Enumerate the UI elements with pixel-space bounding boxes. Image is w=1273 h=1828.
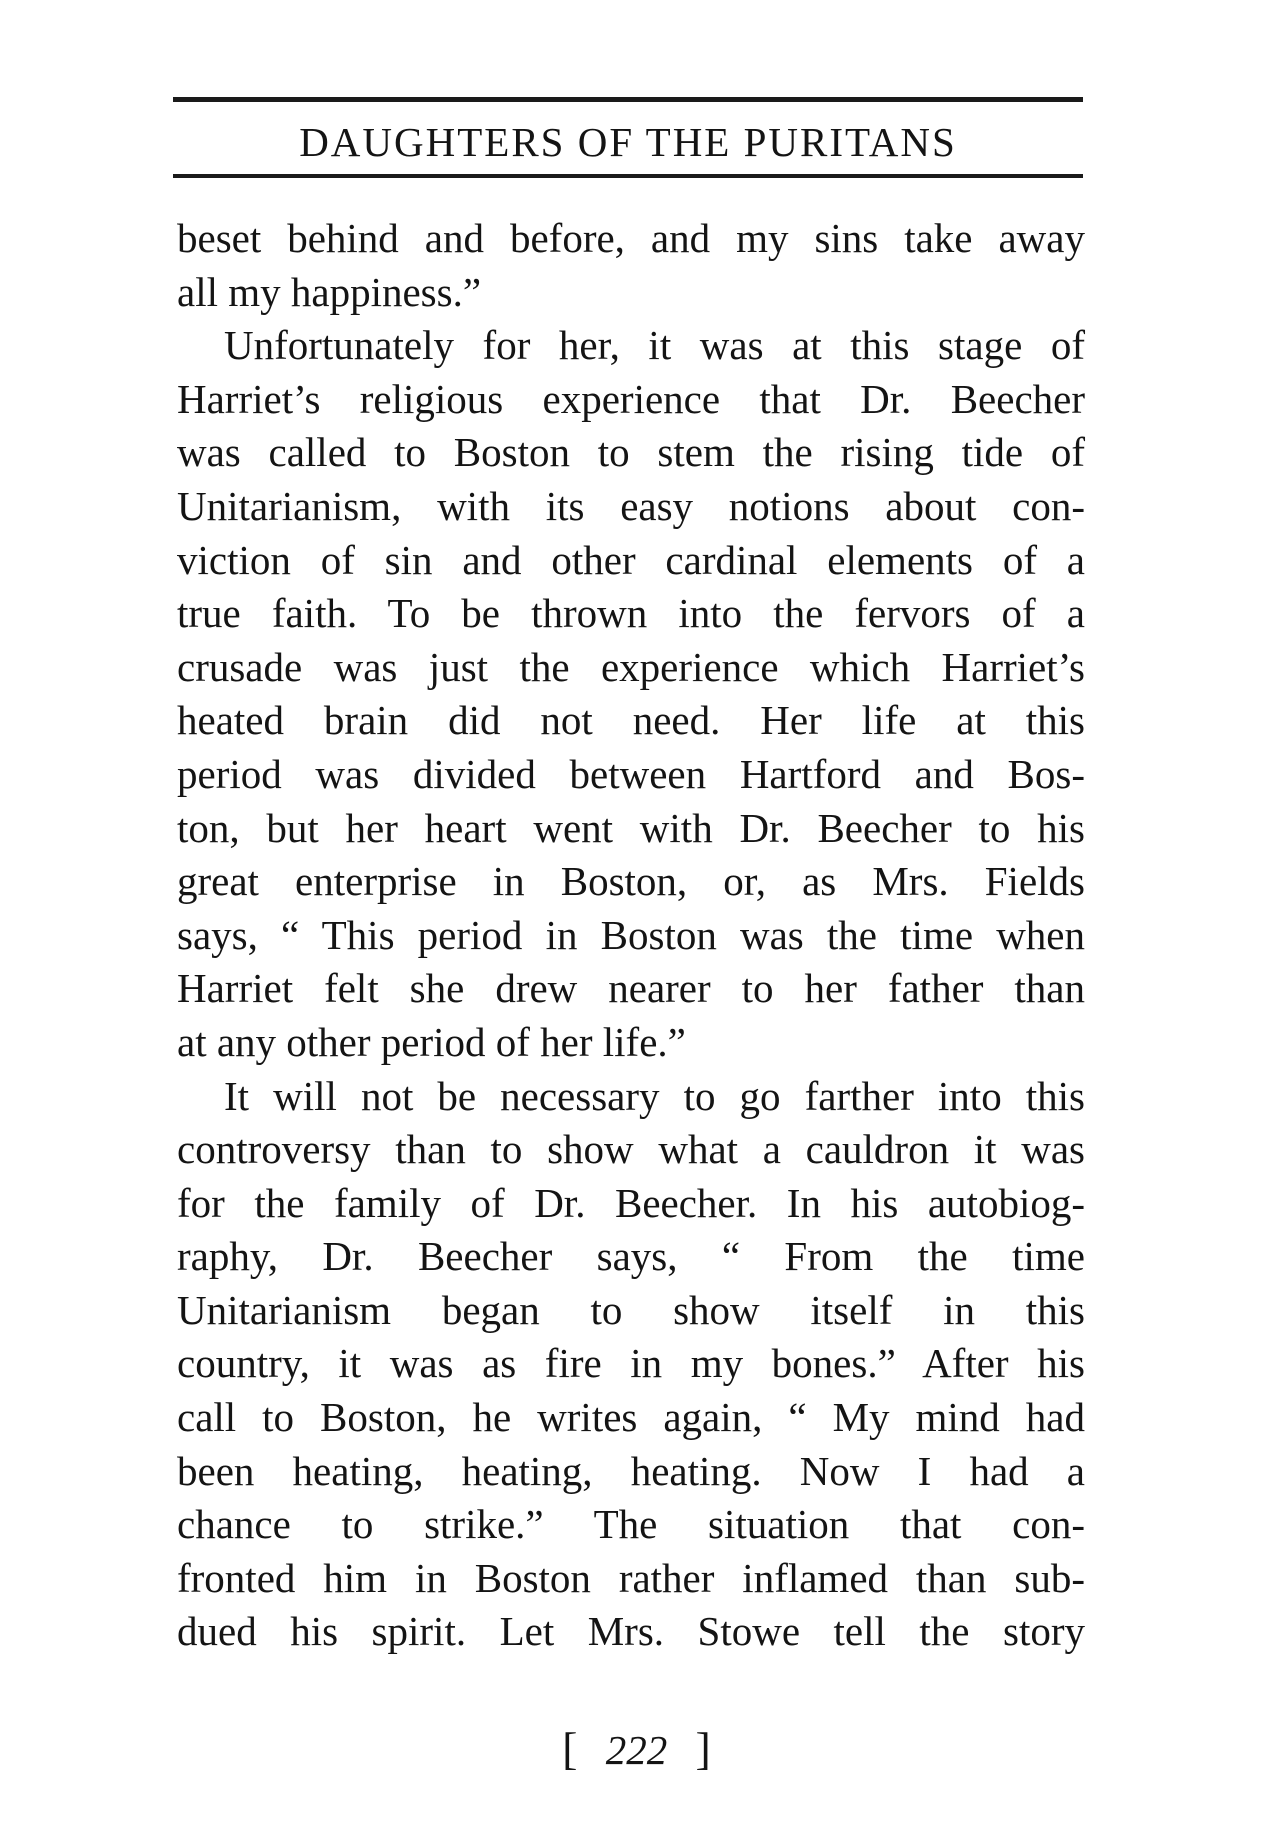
body-text <box>177 212 1085 1659</box>
text-line: true faith. To be thrown into the fervors of a <box>177 590 1085 637</box>
header-rule-top <box>173 97 1083 102</box>
text-line: ton, but her heart went with Dr. Beecher to his <box>177 804 1085 851</box>
text-line: been heating, heating, heating. Now I had a <box>177 1447 1085 1494</box>
text-line: raphy, Dr. Beecher says, “ From the time <box>177 1233 1085 1280</box>
text-line: for the family of Dr. Beecher. In his autobiog- <box>177 1179 1085 1226</box>
folio-open-bracket: [ <box>562 1723 578 1774</box>
text-line: at any other period of her life.” <box>177 1018 686 1065</box>
text-line: says, “ This period in Boston was the time when <box>177 911 1085 958</box>
text-line: great enterprise in Boston, or, as Mrs. Fields <box>177 858 1085 905</box>
text-line: beset behind and before, and my sins take away <box>177 215 1085 261</box>
text-line: Unitarianism began to show itself in this <box>177 1286 1085 1333</box>
text-line: was called to Boston to stem the rising tide of <box>177 429 1085 476</box>
text-line: Harriet’s religious experience that Dr. Beecher <box>177 375 1085 422</box>
running-title: DAUGHTERS OF THE PURITANS <box>299 119 957 165</box>
text-line: chance to strike.” The situation that con- <box>177 1501 1085 1548</box>
text-line: Harriet felt she drew nearer to her father than <box>177 965 1085 1012</box>
page-number-folio <box>0 1725 1273 1774</box>
folio-close-bracket: ] <box>695 1723 711 1774</box>
text-line: country, it was as fire in my bones.” After his <box>177 1340 1085 1387</box>
page-number: 222 <box>605 1727 668 1773</box>
text-line: dued his spirit. Let Mrs. Stowe tell the story <box>177 1608 1085 1655</box>
text-line: call to Boston, he writes again, “ My mind had <box>177 1394 1085 1441</box>
text-line: It will not be necessary to go farther into this <box>224 1072 1085 1119</box>
text-line: fronted him in Boston rather inflamed than sub- <box>177 1554 1085 1601</box>
text-line: Unfortunately for her, it was at this stage of <box>224 322 1085 369</box>
text-line: heated brain did not need. Her life at this <box>177 697 1085 744</box>
text-line: viction of sin and other cardinal elements of a <box>177 536 1085 583</box>
header-rule-bottom <box>173 174 1083 178</box>
text-line: Unitarianism, with its easy notions about con- <box>177 482 1085 529</box>
text-line: period was divided between Hartford and Bos- <box>177 750 1085 797</box>
text-line: all my happiness.” <box>177 268 482 315</box>
text-line: crusade was just the experience which Harriet’s <box>177 643 1085 690</box>
text-line: controversy than to show what a cauldron it was <box>177 1126 1085 1173</box>
